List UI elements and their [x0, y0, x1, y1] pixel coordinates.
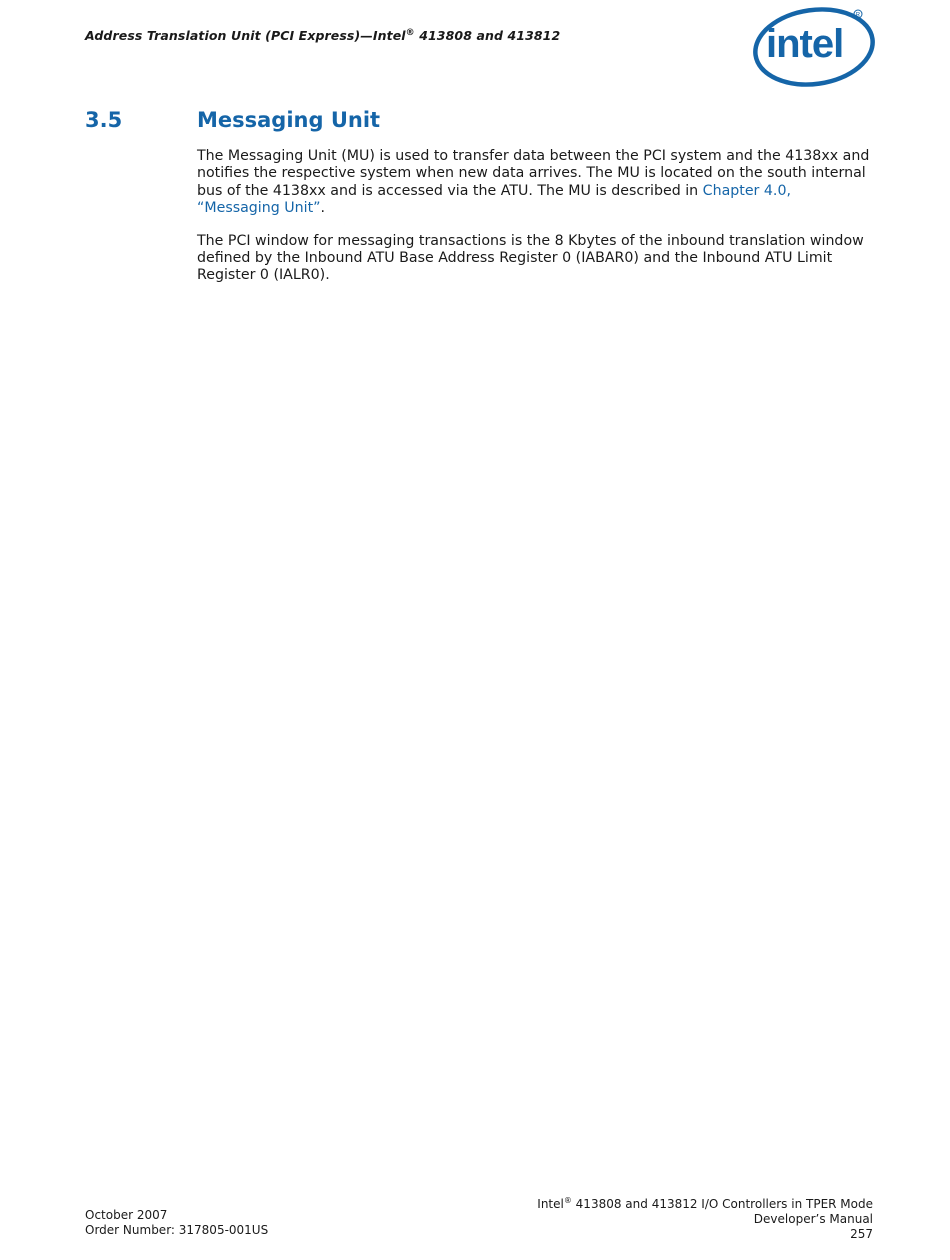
footer-date: October 2007: [85, 1208, 168, 1222]
footer-manual: Developer’s Manual: [753, 1212, 873, 1226]
paragraph-2: The PCI window for messaging transactions is the 8 Kbytes of the inbound translation window defined by the Inbound ATU Base Address Register 0 (IABAR0) and the Inbound ATU Limit Register 0 (IALR0).: [197, 232, 864, 284]
footer-product: [537, 1193, 873, 1212]
header-title-pre: Address Translation Unit (PCI Express)—Intel: [85, 28, 406, 44]
page-number: 257: [850, 1227, 873, 1241]
chapter-4-link[interactable]: Chapter 4.0, “Messaging Unit”: [197, 182, 791, 217]
footer-order-number: Order Number: 317805-001US: [85, 1223, 269, 1237]
section-body: [197, 148, 877, 300]
footer-registered-mark: ®: [563, 1196, 572, 1205]
section-title: Messaging Unit: [197, 108, 381, 132]
intel-logo-icon: [748, 2, 878, 88]
paragraph-1-end: .: [320, 200, 325, 217]
section-number: 3.5: [85, 108, 123, 132]
logo-wordmark: intel: [766, 22, 844, 66]
footer-right: [537, 1193, 873, 1242]
footer-left: [85, 1208, 268, 1238]
logo-registered-mark: R: [855, 12, 861, 19]
paragraph-1: [197, 148, 877, 218]
footer-product-pre: Intel: [537, 1197, 564, 1211]
header-title-post: 413808 and 413812: [414, 28, 561, 44]
footer-product-post: 413808 and 413812 I/O Controllers in TPER Mode: [571, 1197, 873, 1211]
header-registered-mark: ®: [405, 28, 415, 38]
running-header: [85, 28, 560, 43]
paragraph-1-text: The Messaging Unit (MU) is used to transfer data between the PCI system and the 4138xx and notifies the respective system when new data arrives. The MU is located on the south internal bus of the 4138xx and is accessed via the ATU. The MU is described in: [197, 148, 870, 199]
